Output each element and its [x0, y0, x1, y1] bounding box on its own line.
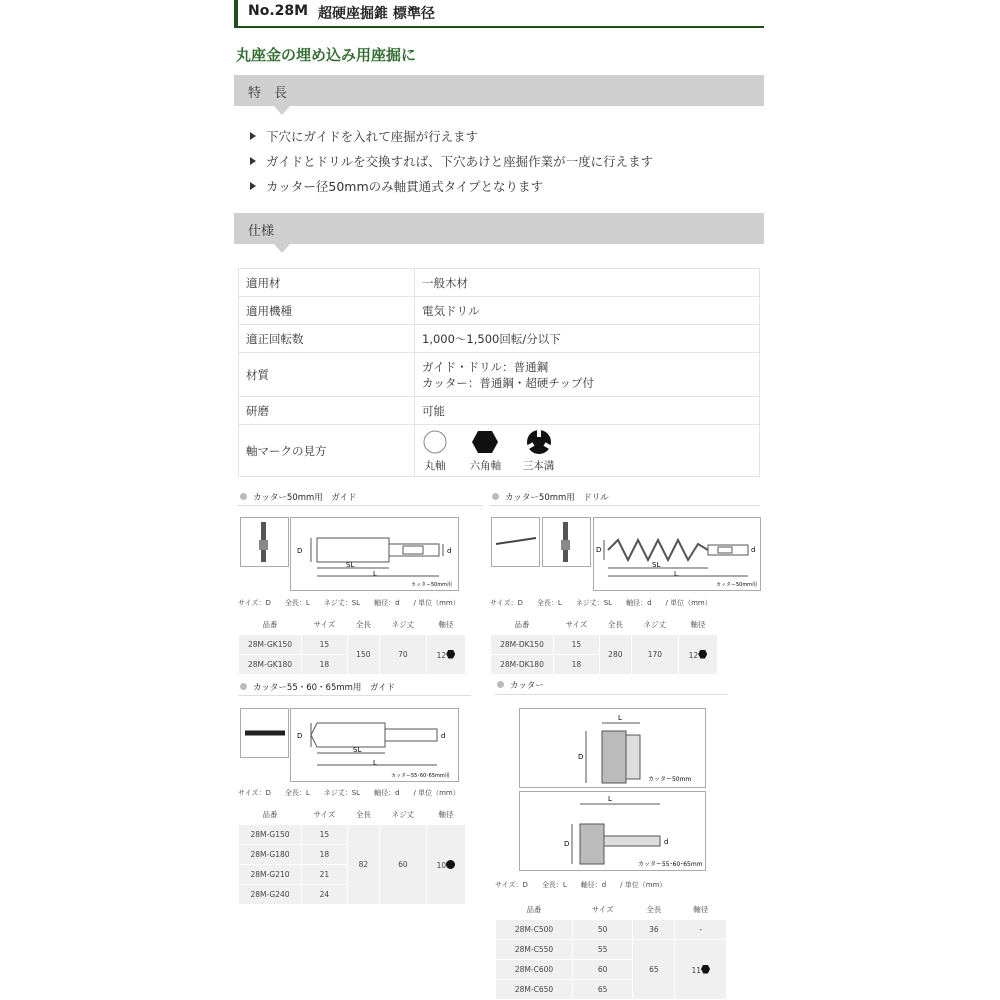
arrow-icon: [250, 157, 256, 165]
svg-text:L: L: [373, 759, 377, 767]
table-row: 28M-DK150 15 280 170 12: [491, 635, 718, 655]
feature-item: ガイドとドリルを交換すれば、下穴あけと座掘作業が一度に行えます: [250, 152, 653, 170]
drill50-heading: カッター50mm用 ドリル: [492, 491, 609, 503]
svg-text:D: D: [596, 546, 602, 554]
spec-section-bar: [234, 213, 764, 244]
guide50-photo: [240, 517, 289, 567]
page-header: [234, 0, 764, 28]
spec-row: 材質 ガイド・ドリル：普通鋼 カッター：普通鋼・超硬チップ付: [239, 353, 760, 397]
shaft-3groove: 三本溝: [523, 429, 555, 473]
table-row: 28M-C550 55 65 11: [496, 940, 727, 960]
svg-text:D: D: [578, 753, 584, 761]
cutter-heading: カッター: [497, 679, 544, 691]
svg-text:L: L: [618, 714, 622, 722]
cutter5565-diagram: [519, 791, 706, 871]
features-section-bar: [234, 75, 764, 106]
guide5565-note: サイズ：D 全長：L ネジ丈：SL 軸径：d / 単位（mm）: [238, 789, 460, 797]
product-title: 超硬座掘錐 標準径: [318, 6, 435, 22]
model-number: No.28M: [248, 3, 309, 19]
hex-shaft-icon: [446, 650, 455, 659]
drill50-photo-1: [491, 517, 540, 567]
round-shaft-icon: [422, 429, 448, 455]
shaft-hex: 六角軸: [470, 429, 502, 473]
cutter50-diagram: [519, 708, 706, 788]
drill50-photo-2: [542, 517, 591, 567]
features-heading: 特 長: [248, 86, 288, 101]
three-groove-shaft-icon: [525, 429, 553, 455]
svg-text:L: L: [373, 570, 377, 578]
svg-text:カッター55･60･65mm: カッター55･60･65mm: [638, 861, 703, 868]
svg-text:カッター50mm用: カッター50mm用: [411, 582, 453, 588]
guide50-table: 品番 サイズ 全長 ネジ丈 軸径 28M-GK150 15 150 70 12 28M-GK180 18: [238, 613, 466, 675]
guide50-diagram: [290, 517, 459, 591]
guide5565-heading: カッター55・60・65mm用 ガイド: [240, 681, 395, 693]
table-row: 28M-G180 18: [239, 845, 466, 865]
drill50-diagram: [593, 517, 761, 591]
spec-row: 適用機種 電気ドリル: [239, 297, 760, 325]
svg-text:d: d: [441, 732, 446, 740]
table-row: 28M-DK180 18: [491, 655, 718, 675]
svg-text:D: D: [297, 547, 303, 555]
guide50-note: サイズ：D 全長：L ネジ丈：SL 軸径：d / 単位（mm）: [238, 599, 460, 607]
cutter-note: サイズ：D 全長：L 軸径：d / 単位（mm）: [495, 881, 667, 889]
hex-shaft-icon: [698, 650, 707, 659]
table-row: 28M-C500 50 36 -: [496, 920, 727, 940]
feature-item: カッター径50mmのみ軸貫通式タイプとなります: [250, 177, 543, 195]
hex-shaft-icon: [701, 965, 710, 974]
spec-row: 適正回転数 1,000～1,500回転/分以下: [239, 325, 760, 353]
svg-text:SL: SL: [346, 561, 355, 569]
table-row: 28M-GK180 18: [239, 655, 466, 675]
feature-item: 下穴にガイドを入れて座掘が行えます: [250, 127, 478, 145]
table-row: 28M-GK150 15 150 70 12: [239, 635, 466, 655]
guide5565-photo: [240, 708, 289, 758]
svg-text:カッター50mm用: カッター50mm用: [716, 582, 758, 588]
table-row: 28M-C600 60: [496, 960, 727, 980]
svg-text:L: L: [608, 795, 612, 803]
svg-text:d: d: [751, 546, 756, 554]
guide5565-diagram: [290, 708, 459, 782]
spec-row: 研磨 可能: [239, 397, 760, 425]
guide5565-table: 品番 サイズ 全長 ネジ丈 軸径 28M-G150 15 82 60 10 28M-G180 18 28M-G210 21 28M-G240 24: [238, 803, 466, 905]
svg-text:カッター55･60･65mm用: カッター55･60･65mm用: [391, 773, 450, 779]
svg-text:SL: SL: [353, 746, 362, 754]
drill50-table: 品番 サイズ 全長 ネジ丈 軸径 28M-DK150 15 280 170 12 28M-DK180 18: [490, 613, 718, 675]
table-row: 28M-G240 24: [239, 885, 466, 905]
drill50-note: サイズ：D 全長：L ネジ丈：SL 軸径：d / 単位（mm）: [490, 599, 712, 607]
svg-text:L: L: [674, 570, 678, 578]
hex-shaft-icon: [471, 429, 499, 455]
table-row: 28M-G150 15 82 60 10: [239, 825, 466, 845]
svg-text:カッター50mm: カッター50mm: [648, 776, 692, 783]
spec-row: 適用材 一般木材: [239, 269, 760, 297]
svg-text:d: d: [664, 838, 669, 846]
round-shaft-icon: [446, 860, 455, 869]
svg-text:SL: SL: [652, 561, 661, 569]
svg-text:D: D: [297, 732, 303, 740]
spec-row: 軸マークの見方 丸軸 六角軸 三本溝: [239, 425, 760, 477]
svg-text:D: D: [564, 840, 570, 848]
arrow-icon: [250, 132, 256, 140]
guide50-heading: カッター50mm用 ガイド: [240, 491, 357, 503]
table-row: 28M-C650 65: [496, 980, 727, 1000]
spec-heading: 仕様: [248, 224, 275, 239]
svg-text:d: d: [447, 547, 452, 555]
table-row: 28M-G210 21: [239, 865, 466, 885]
arrow-icon: [250, 182, 256, 190]
shaft-round: 丸軸: [422, 429, 448, 473]
cutter-table: 品番 サイズ 全長 軸径 28M-C500 50 36 - 28M-C550 55 65 11 28M-C600 60 28M-C650 65: [495, 898, 727, 1000]
spec-table: [238, 268, 760, 477]
subtitle: 丸座金の埋め込み用座掘に: [236, 46, 417, 64]
